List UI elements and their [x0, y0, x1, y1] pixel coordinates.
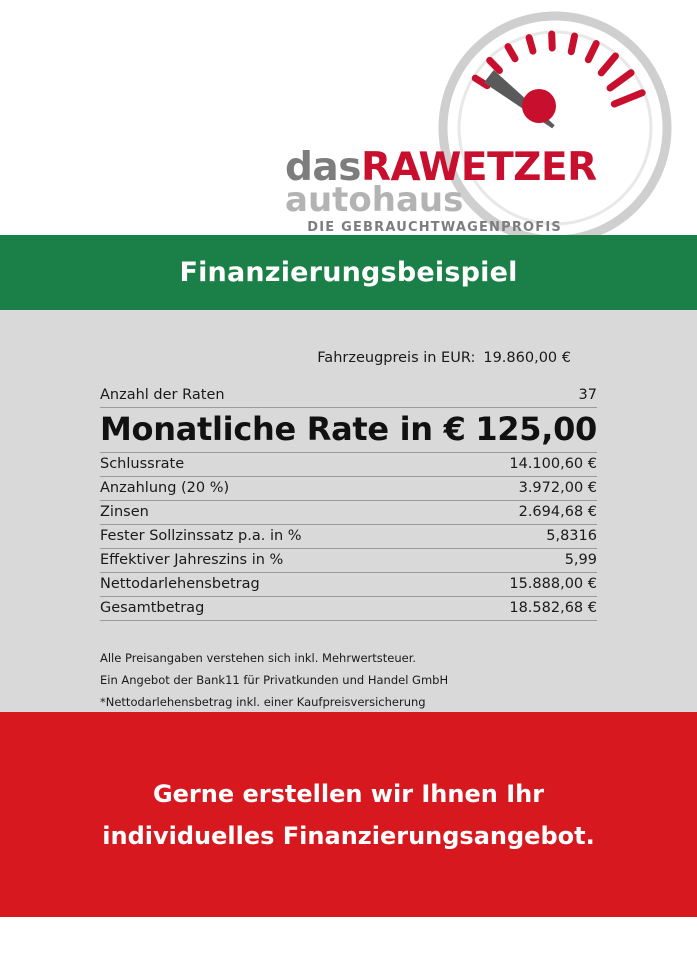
table-row: [100, 597, 597, 621]
row-label: Nettodarlehensbetrag: [100, 576, 260, 592]
table-row: [100, 525, 597, 549]
row-value: 5,99: [564, 552, 597, 568]
table-row: [100, 477, 597, 501]
row-value: 125,00: [475, 410, 597, 448]
vehicle-price-value: 19.860,00 €: [483, 350, 571, 366]
page-title: Finanzierungsbeispiel: [179, 257, 518, 288]
table-row-monthly-rate: [100, 408, 597, 453]
brand-logo: [285, 145, 605, 235]
section-title-bar: [0, 235, 697, 310]
logo-word-das: das: [285, 145, 361, 190]
logo-word-rawetzer: RAWETZER: [360, 145, 597, 190]
row-value: 2.694,68 €: [518, 504, 597, 520]
table-row: [100, 384, 597, 408]
vehicle-price-label: Fahrzeugpreis in EUR:: [317, 350, 476, 366]
finance-details-section: [0, 310, 697, 712]
logo-word-autohaus: autohaus: [285, 180, 464, 220]
row-label: Gesamtbetrag: [100, 600, 205, 616]
note-line: Alle Preisangaben verstehen sich inkl. Mehrwertsteuer.: [100, 651, 417, 665]
legal-notes: [100, 647, 597, 713]
row-label: Zinsen: [100, 504, 149, 520]
table-row: [100, 453, 597, 477]
note-line: *Nettodarlehensbetrag inkl. einer Kaufpreisversicherung: [100, 695, 426, 709]
table-row: [100, 501, 597, 525]
cta-line-1: Gerne erstellen wir Ihnen Ihr: [152, 779, 545, 808]
row-value: 18.582,68 €: [509, 600, 597, 616]
table-row: [100, 549, 597, 573]
row-label: Anzahl der Raten: [100, 387, 225, 403]
cta-line-2: individuelles Finanzierungsangebot.: [102, 821, 595, 850]
row-value: 37: [578, 387, 597, 403]
row-value: 15.888,00 €: [509, 576, 597, 592]
row-value: 3.972,00 €: [518, 480, 597, 496]
row-label: Schlussrate: [100, 456, 185, 472]
row-label: Effektiver Jahreszins in %: [100, 552, 284, 568]
row-value: 5,8316: [546, 528, 597, 544]
document-header: [0, 0, 697, 235]
row-label: Monatliche Rate in €: [100, 410, 466, 448]
row-value: 14.100,60 €: [509, 456, 597, 472]
row-label: Fester Sollzinssatz p.a. in %: [100, 528, 302, 544]
vehicle-price-line: [0, 310, 697, 366]
row-label: Anzahlung (20 %): [100, 480, 230, 496]
bottom-margin: [0, 917, 697, 960]
note-line: Ein Angebot der Bank11 für Privatkunden und Handel GmbH: [100, 673, 449, 687]
logo-tagline: DIE GEBRAUCHTWAGENPROFIS: [307, 220, 562, 235]
table-row: [100, 573, 597, 597]
finance-table: [100, 384, 597, 621]
call-to-action-banner: [0, 712, 697, 917]
